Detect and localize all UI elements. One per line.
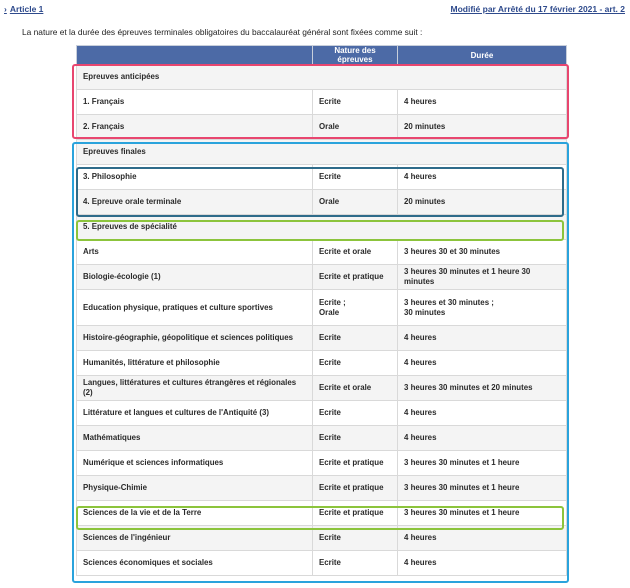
cell-label: Histoire-géographie, géopolitique et sciences politiques [77, 326, 313, 351]
cell-label: Sciences de la vie et de la Terre [77, 501, 313, 526]
section-row [77, 140, 567, 165]
table-row [77, 401, 567, 426]
cell-nature: Ecrite et pratique [313, 476, 398, 501]
cell-nature: Ecrite et orale [313, 376, 398, 401]
cell-duree: 3 heures 30 minutes et 20 minutes [398, 376, 567, 401]
table-row [77, 290, 567, 326]
cell-nature: Orale [313, 190, 398, 215]
cell-nature: Ecrite et pratique [313, 451, 398, 476]
table-row [77, 240, 567, 265]
cell-label: Physique-Chimie [77, 476, 313, 501]
cell-label: Langues, littératures et cultures étrangères et régionales (2) [77, 376, 313, 401]
cell-duree: 3 heures 30 minutes et 1 heure [398, 501, 567, 526]
table-row [77, 551, 567, 576]
section-label: 5. Epreuves de spécialité [77, 215, 567, 240]
cell-nature: Ecrite [313, 165, 398, 190]
cell-label: 3. Philosophie [77, 165, 313, 190]
table-row [77, 190, 567, 215]
intro-text: La nature et la durée des épreuves terminales obligatoires du baccalauréat général sont fixées comme suit : [22, 27, 423, 37]
cell-nature [313, 290, 398, 326]
cell-duree [398, 290, 567, 326]
cell-label: Arts [77, 240, 313, 265]
cell-label: Sciences de l'ingénieur [77, 526, 313, 551]
cell-nature: Ecrite [313, 526, 398, 551]
table-row [77, 426, 567, 451]
cell-duree: 20 minutes [398, 190, 567, 215]
table-row [77, 451, 567, 476]
section-label: Epreuves finales [77, 140, 567, 165]
cell-nature: Ecrite et pratique [313, 501, 398, 526]
cell-label: Humanités, littérature et philosophie [77, 351, 313, 376]
cell-label: 2. Français [77, 115, 313, 140]
cell-label: Education physique, pratiques et culture sportives [77, 290, 313, 326]
table-row [77, 265, 567, 290]
cell-duree: 4 heures [398, 551, 567, 576]
modification-link[interactable]: Modifié par Arrêté du 17 février 2021 - art. 2 [450, 4, 625, 14]
cell-label: Sciences économiques et sociales [77, 551, 313, 576]
cell-nature: Ecrite [313, 551, 398, 576]
cell-nature: Ecrite [313, 326, 398, 351]
table-header-row [77, 46, 567, 65]
cell-label: Numérique et sciences informatiques [77, 451, 313, 476]
cell-duree: 3 heures 30 minutes et 1 heure [398, 476, 567, 501]
table-row [77, 165, 567, 190]
exam-table-body [77, 65, 567, 576]
cell-duree: 3 heures 30 et 30 minutes [398, 240, 567, 265]
cell-duree: 20 minutes [398, 115, 567, 140]
cell-nature: Ecrite [313, 401, 398, 426]
cell-nature: Ecrite et orale [313, 240, 398, 265]
table-row [77, 376, 567, 401]
cell-duree: 4 heures [398, 165, 567, 190]
cell-label: Mathématiques [77, 426, 313, 451]
cell-nature-line: Ecrite ; [319, 297, 346, 307]
table-row [77, 326, 567, 351]
cell-duree: 4 heures [398, 526, 567, 551]
cell-label: Littérature et langues et cultures de l'Antiquité (3) [77, 401, 313, 426]
article-link[interactable] [4, 4, 43, 14]
exam-table [76, 45, 567, 576]
cell-duree: 4 heures [398, 426, 567, 451]
article-label: Article 1 [9, 4, 44, 14]
header-duree: Durée [398, 46, 567, 65]
header-label [77, 46, 313, 65]
cell-duree: 3 heures 30 minutes et 1 heure 30 minutes [398, 265, 567, 290]
chevron-right-icon: › [4, 4, 7, 14]
cell-duree: 4 heures [398, 401, 567, 426]
table-row [77, 476, 567, 501]
table-row [77, 526, 567, 551]
table-row [77, 501, 567, 526]
cell-duree: 4 heures [398, 90, 567, 115]
section-label: Epreuves anticipées [77, 65, 567, 90]
cell-label: 1. Français [77, 90, 313, 115]
cell-nature: Orale [313, 115, 398, 140]
table-row [77, 351, 567, 376]
cell-nature-line: Orale [319, 307, 340, 317]
cell-nature: Ecrite [313, 426, 398, 451]
cell-label: Biologie-écologie (1) [77, 265, 313, 290]
cell-duree: 4 heures [398, 351, 567, 376]
cell-nature: Ecrite [313, 90, 398, 115]
table-row [77, 115, 567, 140]
cell-duree: 3 heures 30 minutes et 1 heure [398, 451, 567, 476]
cell-duree-line: 30 minutes [404, 307, 446, 317]
section-row [77, 65, 567, 90]
cell-label: 4. Epreuve orale terminale [77, 190, 313, 215]
cell-duree: 4 heures [398, 326, 567, 351]
cell-nature: Ecrite et pratique [313, 265, 398, 290]
cell-duree-line: 3 heures et 30 minutes ; [404, 297, 494, 307]
table-row [77, 90, 567, 115]
cell-nature: Ecrite [313, 351, 398, 376]
header-nature: Nature des épreuves [313, 46, 398, 65]
section-row [77, 215, 567, 240]
